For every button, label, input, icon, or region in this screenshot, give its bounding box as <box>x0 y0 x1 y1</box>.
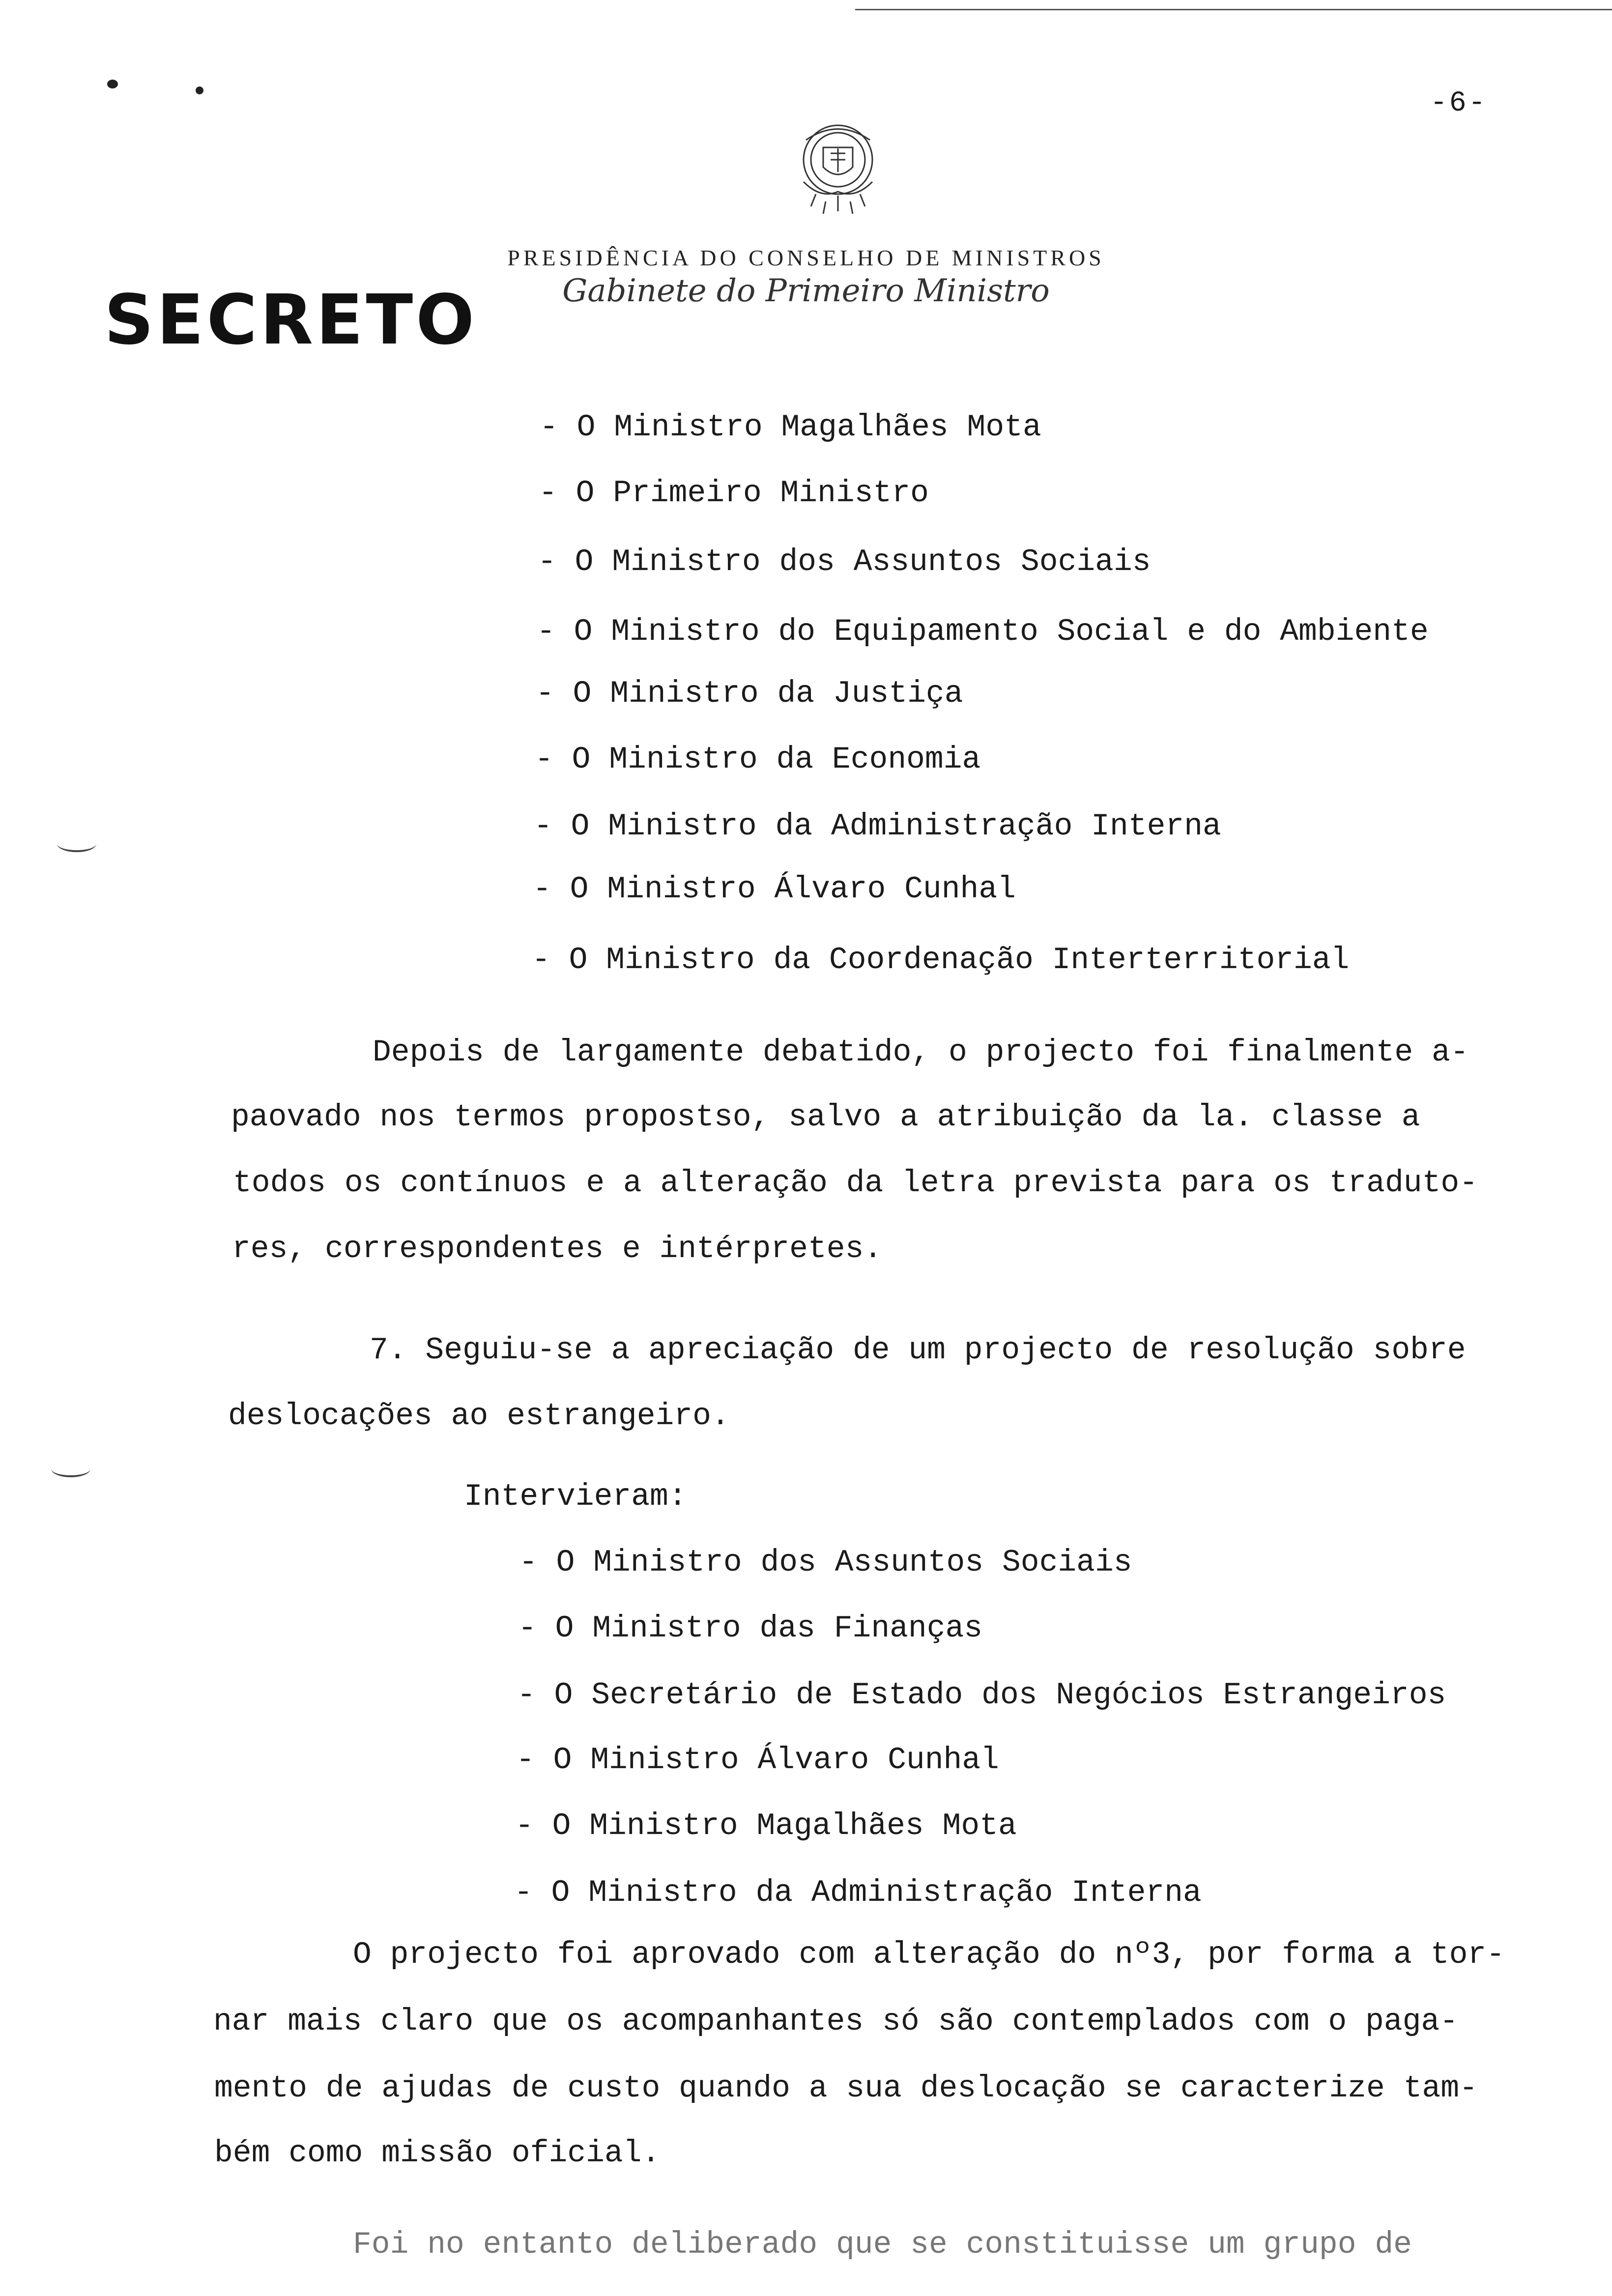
participant-line: - O Ministro da Administração Interna <box>534 809 1221 844</box>
margin-mark <box>57 835 96 852</box>
paragraph-line: bém como missão oficial. <box>214 2136 661 2171</box>
participant-line: - O Ministro das Finanças <box>518 1611 983 1646</box>
paragraph-line: Depois de largamente debatido, o projecto foi finalmente a- <box>373 1035 1469 1070</box>
participant-line: - O Ministro da Justiça <box>536 676 963 711</box>
participant-line: - O Ministro da Economia <box>535 742 981 777</box>
coat-of-arms-icon <box>777 113 899 221</box>
participant-line: - O Ministro Magalhães Mota <box>540 410 1041 445</box>
participant-line: - O Secretário de Estado dos Negócios Estrangeiros <box>517 1678 1446 1713</box>
paragraph-line: 7. Seguiu-se a apreciação de um projecto de resolução sobre <box>370 1333 1466 1368</box>
intervieram-label: Intervieram: <box>464 1479 687 1514</box>
participant-line: - O Primeiro Ministro <box>539 476 929 511</box>
participant-line: - O Ministro Álvaro Cunhal <box>533 872 1016 907</box>
speck-mark <box>107 80 118 88</box>
header-institution: PRESIDÊNCIA DO CONSELHO DE MINISTROS <box>507 245 1105 270</box>
participant-line: - O Ministro dos Assuntos Sociais <box>538 545 1151 579</box>
paragraph-line: nar mais claro que os acompanhantes só são contemplados com o paga- <box>213 2004 1459 2039</box>
participant-line: - O Ministro do Equipamento Social e do Ambiente <box>537 614 1429 649</box>
participant-line: - O Ministro Álvaro Cunhal <box>516 1743 999 1778</box>
participant-line: - O Ministro da Administração Interna <box>514 1875 1202 1910</box>
header-cabinet: Gabinete do Primeiro Ministro <box>562 273 1050 309</box>
paragraph-line: mento de ajudas de custo quando a sua deslocação se caracterize tam- <box>214 2071 1478 2106</box>
participant-line: - O Ministro Magalhães Mota <box>515 1808 1017 1843</box>
participant-line: - O Ministro dos Assuntos Sociais <box>519 1545 1132 1580</box>
top-rule <box>855 9 1612 10</box>
paragraph-line: res, correspondentes e intérpretes. <box>232 1232 883 1266</box>
participant-line: - O Ministro da Coordenação Interterritorial <box>532 943 1350 977</box>
paragraph-line: Foi no entanto deliberado que se constituisse um grupo de <box>353 2227 1412 2262</box>
speck-mark <box>196 86 203 94</box>
paragraph-line: paovado nos termos propostso, salvo a atribuição da la. classe a <box>231 1100 1420 1135</box>
classification-stamp: SECRETO <box>104 280 478 360</box>
paragraph-line: O projecto foi aprovado com alteração do nº3, por forma a tor- <box>353 1937 1505 1972</box>
paragraph-line: todos os contínuos e a alteração da letra prevista para os traduto- <box>233 1166 1478 1201</box>
margin-mark <box>51 1461 90 1477</box>
paragraph-line: deslocações ao estrangeiro. <box>228 1399 730 1434</box>
page-number: -6- <box>1430 87 1488 119</box>
